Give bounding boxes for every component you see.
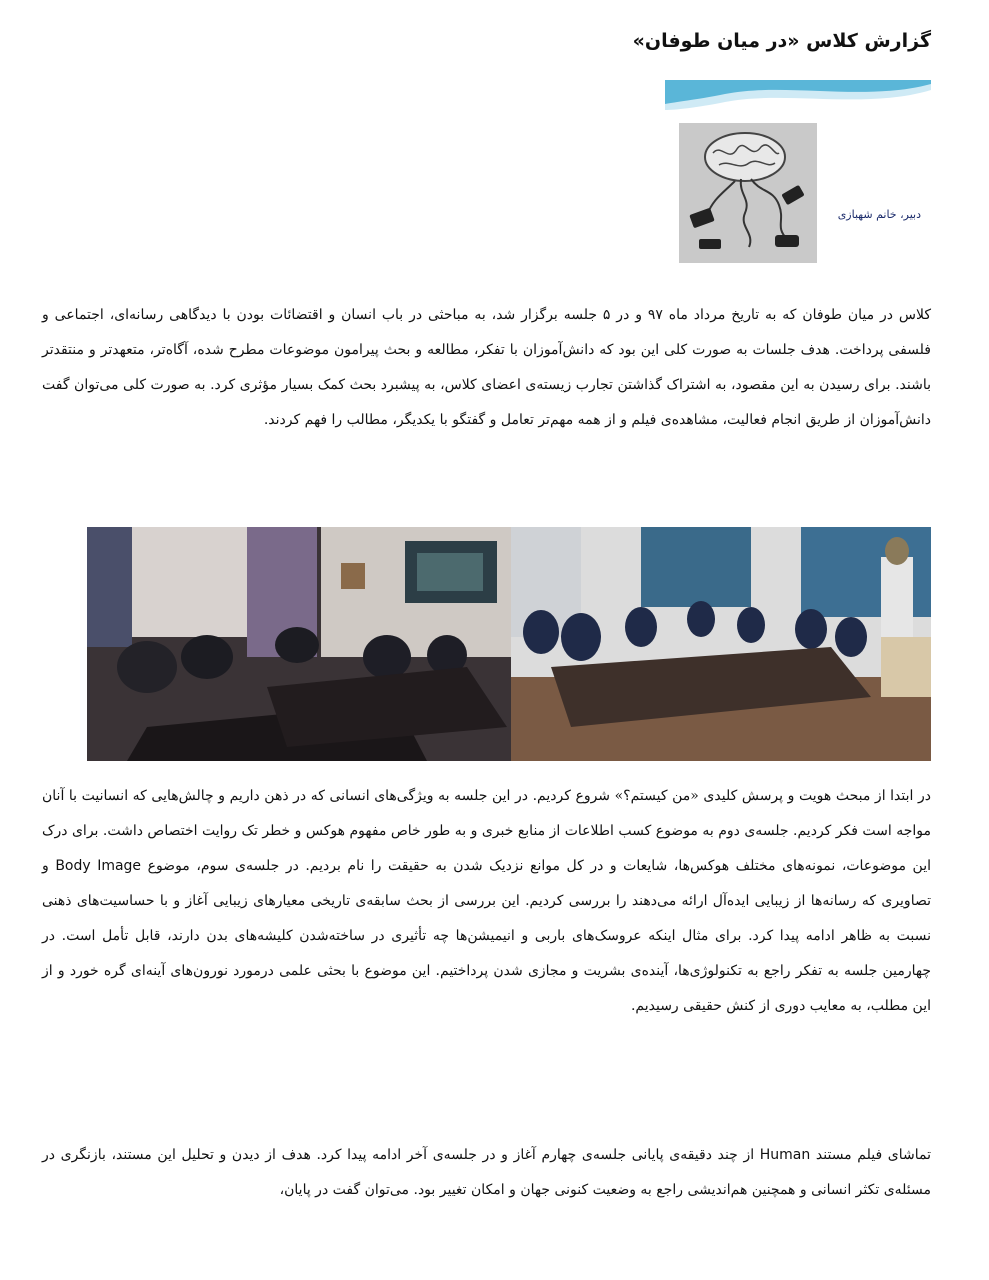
classroom-projector-scene <box>87 527 511 761</box>
classroom-photo-students <box>511 527 931 761</box>
classroom-photo-film <box>87 527 511 761</box>
banner-wave <box>665 80 931 114</box>
paragraph-sessions <box>42 779 931 1122</box>
classroom-students-scene <box>511 527 931 761</box>
human-documentary-term: Human <box>759 1147 811 1163</box>
paragraph-documentary-part2: از چند دقیقه‌ی پایانی جلسه‌ی چهارم آغاز و در جلسه‌ی آخر ادامه پیدا کرد. هدف از دیدن و تحلیل این مستند، بازنگری در مسئله‌ی تکثر انسانی و همچنین هم‌اندیشی راجع به وضعیت کنونی جهان و امکان تغییر بود. می‌توان گفت در پایان، <box>42 1147 931 1198</box>
body-image-term: Body Image <box>55 858 142 874</box>
paragraph-documentary <box>42 1138 931 1278</box>
class-banner <box>665 80 931 280</box>
paragraph-intro: کلاس در میان طوفان که به تاریخ مرداد ماه ۹۷ و در ۵ جلسه برگزار شد، به مباحثی در باب انسان و اقتضائات بودن با دیدگاهی رسانه‌ای، اجتماعی و فلسفی پرداخت. هدف جلسات به صورت کلی این بود که دانش‌آموزان با تفکر، مطالعه و بحث پیرامون موضوعات مطرح شده، آگاه‌تر، متعهدتر و منتقدتر باشند. برای رسیدن به این مقصود، به اشتراک گذاشتن تجارب زیسته‌ی اعضای کلاس، به پیشبرد بحث کمک بسیار مؤثری کرد. به صورت کلی می‌توان گفت دانش‌آموزان از طریق انجام فعالیت، مشاهده‌ی فیلم و از همه مهم‌تر تعامل و گفتگو با یکدیگر، مطالب را فهم کردند. <box>42 307 932 428</box>
brain-illustration <box>679 123 817 263</box>
brain-with-plugs-icon <box>679 123 817 263</box>
paragraph-documentary-part1: تماشای فیلم مستند <box>815 1147 932 1163</box>
page-title: گزارش کلاس «در میان طوفان» <box>632 30 931 52</box>
class-photos <box>87 527 931 761</box>
paragraph-sessions-part1: در ابتدا از مبحث هویت و پرسش کلیدی «من کیستم؟» شروع کردیم. در این جلسه به ویژگی‌های انسانی که در ذهن داریم و چالش‌هایی که انسانیت با آنان مواجه است فکر کردیم. جلسه‌ی دوم به موضوع کسب اطلاعات از منابع خبری و به طور خاص مفهوم هوکس و خطر تک روایت اختصاص داشت. برای درک این موضوعات، نمونه‌های مختلف هوکس‌ها، شایعات و در کل موانع نزدیک شدن به حقیقت را نام بردیم. در جلسه‌ی سوم، موضوع <box>42 788 931 874</box>
paragraph-sessions-part2: و تصاویری که رسانه‌ها از زیبایی ایده‌آل ارائه می‌دهند را بررسی کردیم. این بررسی از بحث سابقه‌ی تاریخی معیارهای زیبایی آغاز و با حساسیت‌های ذهنی نسبت به ظاهر ادامه پیدا کرد. برای مثال اینکه عروسک‌های باربی و انیمیشن‌ها چه تأثیری در ساخته‌شدن کلیشه‌های بدن دارند، قابل تأمل است. در چهارمین جلسه به تفکر راجع به تکنولوژی‌ها، آینده‌ی بشریت و مجازی شدن پرداختیم. این موضوع با بحثی علمی درمورد نورون‌های آینه‌ای گره خورد و از این مطلب، به معایب دوری از کنش حقیقی رسیدیم. <box>42 858 931 1014</box>
teacher-label: دبیر، خانم شهبازی <box>837 208 921 221</box>
